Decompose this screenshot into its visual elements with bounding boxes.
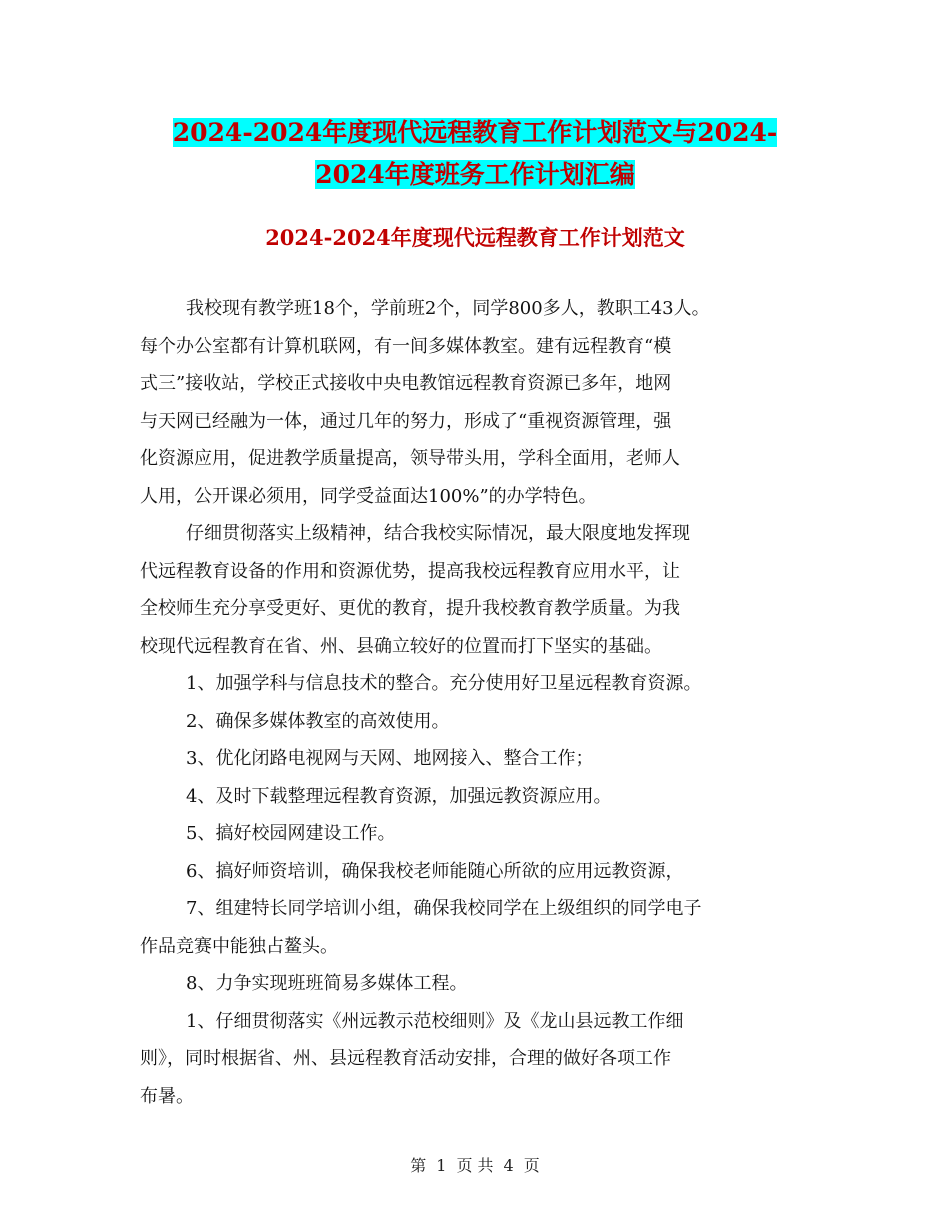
body-line: 全校师生充分享受更好、更优的教育，提升我校教育教学质量。为我 [140,598,680,619]
page-label-suffix: 页 [523,1156,540,1175]
document-title-text-1: 2024-2024年度现代远程教育工作计划范文与2024- [172,118,778,147]
list-item-continuation: 作品竞赛中能独占鳌头。 [140,935,338,957]
list-item: 1、仔细贯彻落实《州远教示范校细则》及《龙山县远教工作细 [186,1010,684,1032]
list-item-continuation: 布暑。 [140,1085,194,1107]
list-item-continuation: 则》，同时根据省、州、县远程教育活动安排，合理的做好各项工作 [140,1048,671,1069]
list-item: 8、力争实现班班简易多媒体工程。 [186,973,468,994]
list-item: 7、组建特长同学培训小组，确保我校同学在上级组织的同学电子 [186,898,702,919]
list-item: 5、搞好校园网建设工作。 [186,823,396,844]
document-title-line-2 [120,156,830,194]
list-item: 6、搞好师资培训，确保我校老师能随心所欲的应用远教资源， [186,860,684,882]
list-item: 1、加强学科与信息技术的整合。充分使用好卫星远程教育资源。 [186,673,702,694]
list-item: 3、优化闭路电视网与天网、地网接入、整合工作； [186,748,594,769]
current-page-number: 1 [436,1156,447,1175]
page-label-prefix: 第 [410,1156,427,1175]
body-line: 化资源应用，促进教学质量提高，领导带头用，学科全面用，老师人 [140,448,680,469]
list-item: 4、及时下载整理远程教育资源，加强远教资源应用。 [186,785,612,807]
list-item: 2、确保多媒体教室的高效使用。 [186,710,450,732]
body-line: 式三”接收站，学校正式接收中央电教馆远程教育资源已多年，地网 [140,373,672,394]
page-label-mid: 页 共 [456,1156,494,1175]
body-line: 校现代远程教育在省、州、县确立较好的位置而打下坚实的基础。 [140,635,662,657]
document-title-line-1 [120,114,830,152]
page-footer [0,1153,950,1176]
body-line: 我校现有教学班18个，学前班2个，同学800多人，教职工43人。 [186,298,710,319]
body-line: 代远程教育设备的作用和资源优势，提高我校远程教育应用水平，让 [140,560,680,582]
section-heading: 2024-2024年度现代远程教育工作计划范文 [265,225,685,250]
total-pages-number: 4 [503,1156,514,1175]
body-line: 与天网已经融为一体，通过几年的努力，形成了“重视资源管理，强 [140,410,672,432]
document-title-text-2: 2024年度班务工作计划汇编 [315,160,635,189]
body-line: 人用，公开课必须用，同学受益面达100%”的办学特色。 [140,485,597,507]
body-line: 每个办公室都有计算机联网，有一间多媒体教室。建有远程教育“模 [140,335,672,357]
body-line: 仔细贯彻落实上级精神，结合我校实际情况，最大限度地发挥现 [186,523,690,544]
document-body [140,290,830,1115]
